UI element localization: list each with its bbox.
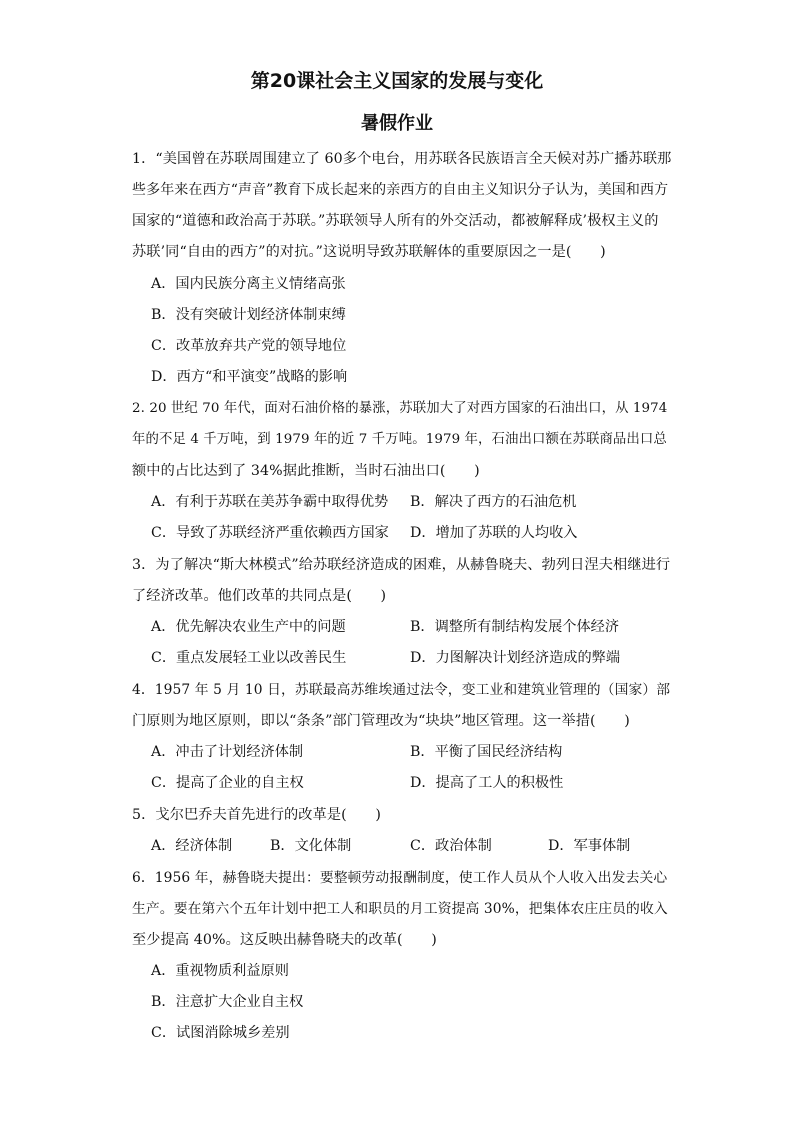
question-2-option-b[interactable]: B．解决了西方的石油危机: [410, 494, 577, 510]
question-1-line-1: 1．“美国曾在苏联周围建立了 60多个电台，用苏联各民族语言全天候对苏广播苏联那: [132, 151, 672, 167]
page-title: 第20课社会主义国家的发展与变化: [250, 70, 544, 92]
question-3-line-2: 了经济改革。他们改革的共同点是( ): [132, 588, 387, 604]
question-1-option-c[interactable]: C．改革放弃共产党的领导地位: [151, 338, 347, 354]
question-1-line-3: 国家的“道德和政治高于苏联。”苏联领导人所有的外交活动，都被解释成’极权主义的: [132, 213, 659, 229]
question-5-option-b[interactable]: B．文化体制: [270, 838, 352, 854]
question-6-line-2: 生产。要在第六个五年计划中把工人和职员的月工资提高 30%，把集体农庄庄员的收入: [132, 901, 668, 917]
question-4-line-1: 4．1957 年 5 月 10 日，苏联最高苏维埃通过法令，变工业和建筑业管理的（国家）部: [132, 682, 671, 698]
question-6-option-c[interactable]: C．试图消除城乡差别: [151, 1025, 290, 1041]
page-subtitle: 暑假作业: [361, 113, 433, 134]
question-1-line-2: 些多年来在西方“声音”教育下成长起来的亲西方的自由主义知识分子认为，美国和西方: [132, 182, 669, 198]
question-3-option-d[interactable]: D．力图解决计划经济造成的弊端: [410, 650, 621, 666]
question-4-option-d[interactable]: D．提高了工人的积极性: [410, 775, 564, 791]
question-2-line-1: 2. 20 世纪 70 年代，面对石油价格的暴涨，苏联加大了对西方国家的石油出口，从 1974: [132, 401, 668, 416]
question-4-line-2: 门原则为地区原则，即以“条条”部门管理改为“块块”地区管理。这一举措( ): [132, 713, 630, 729]
question-4-option-b[interactable]: B．平衡了国民经济结构: [410, 744, 563, 760]
question-5-option-d[interactable]: D．军事体制: [548, 838, 631, 854]
question-2-line-3: 额中的占比达到了 34%据此推断，当时石油出口( ): [132, 463, 480, 479]
question-4-option-a[interactable]: A．冲击了计划经济体制: [151, 744, 304, 760]
question-6-line-3: 至少提高 40%。这反映出赫鲁晓夫的改革( ): [132, 932, 437, 948]
question-3-option-c[interactable]: C．重点发展轻工业以改善民生: [151, 650, 347, 666]
question-2-option-a[interactable]: A．有利于苏联在美苏争霸中取得优势: [151, 494, 389, 510]
question-1-option-d[interactable]: D．西方“和平演变”战略的影响: [151, 369, 348, 385]
question-3-option-b[interactable]: B．调整所有制结构发展个体经济: [410, 619, 620, 635]
question-5-line-1: 5．戈尔巴乔夫首先进行的改革是( ): [132, 807, 381, 823]
question-2-option-d[interactable]: D．增加了苏联的人均收入: [410, 525, 578, 541]
question-6-option-b[interactable]: B．注意扩大企业自主权: [151, 994, 304, 1010]
question-1-option-b[interactable]: B．没有突破计划经济体制束缚: [151, 307, 346, 323]
question-1-option-a[interactable]: A．国内民族分离主义情绪高张: [151, 276, 346, 292]
question-6-option-a[interactable]: A．重视物质利益原则: [151, 963, 289, 979]
question-2-option-c[interactable]: C．导致了苏联经济严重依赖西方国家: [151, 525, 389, 541]
question-3-option-a[interactable]: A．优先解决农业生产中的问题: [151, 619, 346, 635]
question-3-line-1: 3．为了解决“斯大林模式”给苏联经济造成的困难，从赫鲁晓夫、勃列日涅夫相继进行: [132, 557, 671, 573]
question-4-option-c[interactable]: C．提高了企业的自主权: [151, 775, 304, 791]
question-5-option-c[interactable]: C．政治体制: [410, 838, 492, 854]
question-5-option-a[interactable]: A．经济体制: [151, 838, 233, 854]
question-2-line-2: 年的不足 4 千万吨，到 1979 年的近 7 千万吨。1979 年，石油出口额在苏联商品出口总: [132, 432, 667, 447]
question-1-line-4: 苏联’同“自由的西方”的对抗。”这说明导致苏联解体的重要原因之一是( ): [132, 244, 606, 260]
question-6-line-1: 6．1956 年，赫鲁晓夫提出：要整顿劳动报酬制度，使工作人员从个人收入出发去关心: [132, 870, 668, 886]
